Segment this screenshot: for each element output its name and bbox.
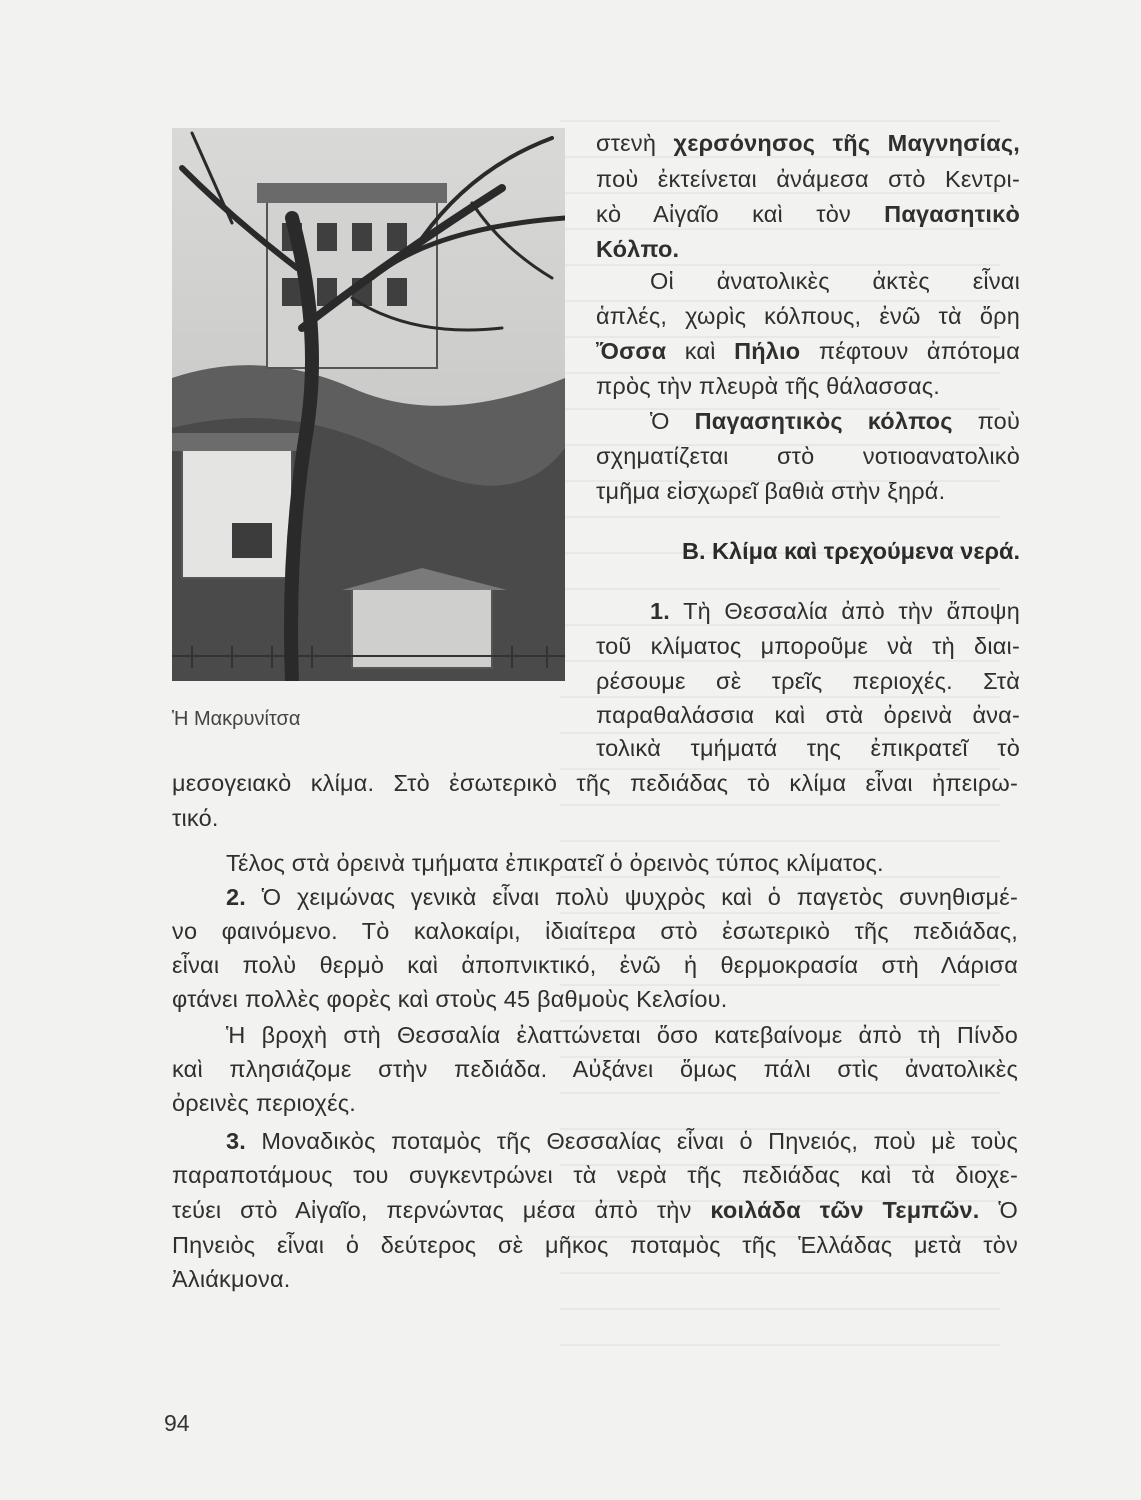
text-run: ἁπλές, χωρὶς κόλπους, ἐνῶ τὰ ὄρη bbox=[596, 303, 1020, 329]
column-text-line bbox=[596, 299, 1020, 334]
bold-term: 1. bbox=[650, 598, 670, 624]
text-run: σχηματίζεται στὸ νοτιοανατολικὸ bbox=[596, 443, 1020, 469]
column-text-line bbox=[596, 126, 1020, 161]
text-run: πρὸς τὴν πλευρὰ τῆς θάλασσας. bbox=[596, 373, 941, 399]
text-run: Μοναδικὸς ποταμὸς τῆς Θεσσαλίας εἶναι ὁ Πηνειός, ποὺ μὲ τοὺς bbox=[246, 1128, 1018, 1154]
column-text-line bbox=[596, 334, 1020, 369]
body-text-line bbox=[172, 914, 1018, 949]
body-text-line bbox=[172, 1262, 1018, 1297]
bold-term: 3. bbox=[226, 1128, 246, 1154]
body-text-line bbox=[172, 766, 1018, 801]
text-run: εἶναι πολὺ θερμὸ καὶ ἀποπνικτικό, ἐνῶ ἡ θερμοκρασία στὴ Λάρισα bbox=[172, 952, 1018, 978]
text-run: τεύει στὸ Αἰγαῖο, περνώντας μέσα ἀπὸ τὴν bbox=[172, 1197, 711, 1223]
column-text-line bbox=[596, 369, 1020, 404]
text-run: μεσογειακὸ κλίμα. Στὸ ἐσωτερικὸ τῆς πεδιάδας τὸ κλίμα εἶναι ἠπειρω- bbox=[172, 770, 1018, 796]
body-text-line bbox=[172, 1086, 1018, 1121]
body-text-line bbox=[172, 1228, 1018, 1263]
text-run: Ὁ bbox=[650, 408, 695, 434]
column-text-line bbox=[596, 664, 1020, 699]
column-text-line bbox=[596, 264, 1020, 299]
text-run: φτάνει πολλὲς φορὲς καὶ στοὺς 45 βαθμοὺς Κελσίου. bbox=[172, 986, 728, 1012]
bold-term: κοιλάδα τῶν Τεμπῶν. bbox=[710, 1197, 980, 1223]
column-text-line bbox=[596, 197, 1020, 232]
photo-illustration bbox=[172, 128, 565, 681]
body-text-line bbox=[172, 948, 1018, 983]
column-text-line bbox=[596, 698, 1020, 733]
text-run: Πηνειὸς εἶναι ὁ δεύτερος σὲ μῆκος ποταμὸς τῆς Ἑλλάδας μετὰ τὸν bbox=[172, 1232, 1018, 1258]
text-run: Ὁ χειμώνας γενικὰ εἶναι πολὺ ψυχρὸς καὶ ὁ παγετὸς συνηθισμέ- bbox=[246, 884, 1018, 910]
text-run: τολικὰ τμήματά της ἐπικρατεῖ τὸ bbox=[596, 735, 1020, 761]
text-run: ρέσουμε σὲ τρεῖς περιοχές. Στὰ bbox=[596, 668, 1020, 694]
bold-term: Παγασητικὸς κόλπος bbox=[694, 408, 953, 434]
body-text-line bbox=[172, 1124, 1018, 1159]
column-text-line bbox=[596, 594, 1020, 629]
bold-term: 2. bbox=[226, 884, 246, 910]
text-run: ὀρεινὲς περιοχές. bbox=[172, 1090, 356, 1116]
text-run: Ὁ bbox=[979, 1197, 1018, 1223]
text-run: Τὴ Θεσσαλία ἀπὸ τὴν ἄποψη bbox=[670, 598, 1020, 624]
bold-term: Παγασητικὸ bbox=[884, 201, 1020, 227]
photo-makrynitsa bbox=[172, 128, 565, 681]
bold-term: Πήλιο bbox=[734, 338, 801, 364]
text-run: στενὴ bbox=[596, 130, 674, 156]
column-text-line bbox=[596, 162, 1020, 197]
column-text-line bbox=[596, 629, 1020, 664]
text-run: τοῦ κλίματος μποροῦμε νὰ τὴ διαι- bbox=[596, 633, 1020, 659]
text-run: τικό. bbox=[172, 805, 219, 831]
text-run: Τέλος στὰ ὀρεινὰ τμήματα ἐπικρατεῖ ὁ ὀρεινὸς τύπος κλίματος. bbox=[226, 850, 884, 876]
page-number: 94 bbox=[164, 1410, 190, 1436]
text-run: Ἀλιάκμονα. bbox=[172, 1266, 291, 1292]
body-text-line bbox=[172, 982, 1018, 1017]
text-run: νο φαινόμενο. Τὸ καλοκαίρι, ἰδιαίτερα στὸ ἐσωτερικὸ τῆς πεδιάδας, bbox=[172, 918, 1018, 944]
column-text-line bbox=[596, 404, 1020, 439]
column-text-line bbox=[596, 474, 1020, 509]
body-text-line bbox=[172, 1052, 1018, 1087]
text-run: πέφτουν ἀπότομα bbox=[800, 338, 1020, 364]
bold-term: χερσόνησος τῆς Μαγνησίας, bbox=[673, 130, 1020, 156]
photo-caption: Ἡ Μακρυνίτσα bbox=[172, 708, 301, 730]
bold-term: Κόλπο. bbox=[596, 236, 680, 262]
column-text-line bbox=[596, 731, 1020, 766]
text-run: ποὺ ἐκτείνεται ἀνάμεσα στὸ Κεντρι- bbox=[596, 166, 1020, 192]
text-run: καὶ πλησιάζομε στὴν πεδιάδα. Αὐξάνει ὅμως πάλι στὶς ἀνατολικὲς bbox=[172, 1056, 1018, 1082]
text-run: καὶ bbox=[666, 338, 735, 364]
body-text-line bbox=[172, 1018, 1018, 1053]
text-run: παραποτάμους του συγκεντρώνει τὰ νερὰ τῆς πεδιάδας καὶ τὰ διοχε- bbox=[172, 1162, 1018, 1188]
text-run: κὸ Αἰγαῖο καὶ τὸν bbox=[596, 201, 885, 227]
text-run: ποὺ bbox=[952, 408, 1021, 434]
text-run: Οἱ ἀνατολικὲς ἀκτὲς εἶναι bbox=[650, 268, 1020, 294]
section-heading: Β. Κλίμα καὶ τρεχούμενα νερά. bbox=[682, 538, 1020, 564]
body-text-line bbox=[172, 801, 1018, 836]
body-text-line bbox=[172, 880, 1018, 915]
body-text-line bbox=[172, 846, 1018, 881]
column-text-line bbox=[596, 232, 1020, 267]
bold-term: Ὄσσα bbox=[596, 338, 667, 364]
body-text-line bbox=[172, 1158, 1018, 1193]
body-text-line bbox=[172, 1193, 1018, 1228]
column-text-line bbox=[596, 439, 1020, 474]
text-run: παραθαλάσσια καὶ στὰ ὀρεινὰ ἀνα- bbox=[596, 702, 1020, 728]
text-run: Ἡ βροχὴ στὴ Θεσσαλία ἐλαττώνεται ὅσο κατεβαίνομε ἀπὸ τὴ Πίνδο bbox=[226, 1022, 1018, 1048]
text-run: τμῆμα εἰσχωρεῖ βαθιὰ στὴν ξηρά. bbox=[596, 478, 946, 504]
